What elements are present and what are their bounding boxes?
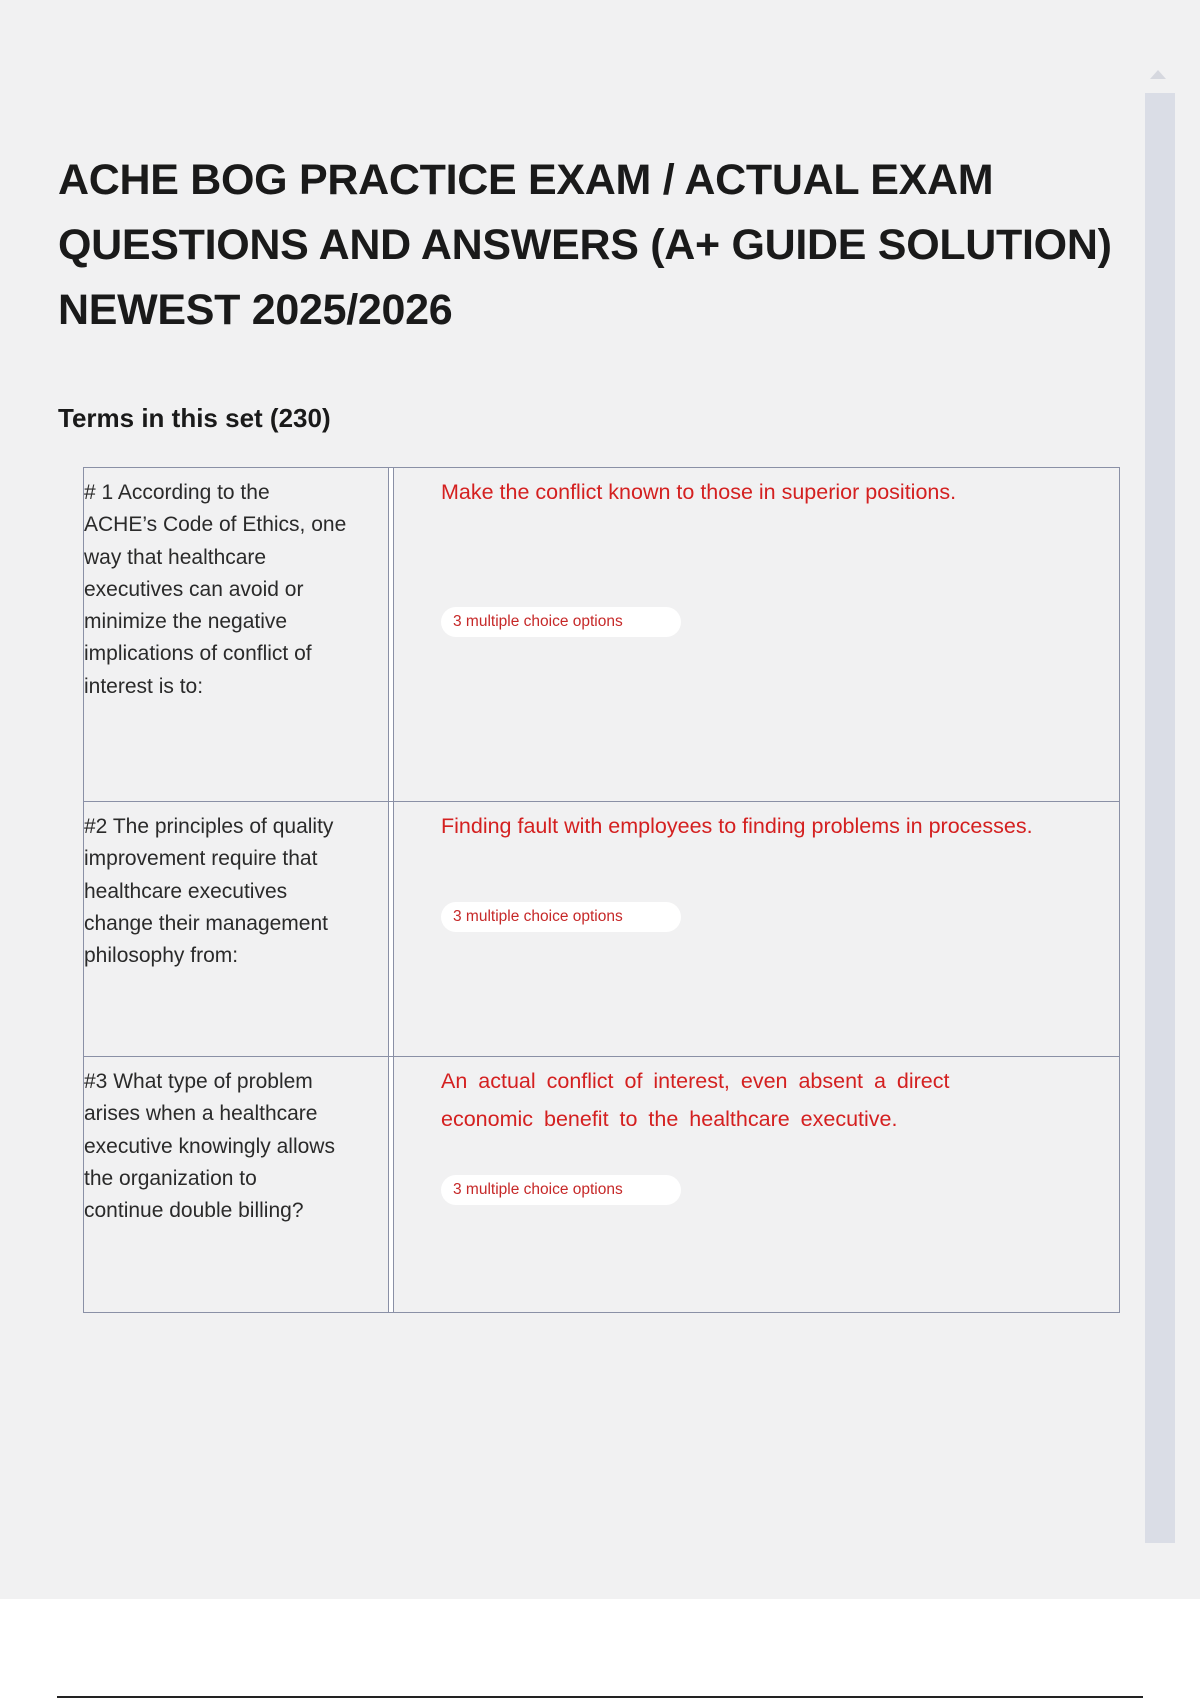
page-title (58, 148, 1118, 343)
term-answer: Finding fault with employees to finding problems in processes. (441, 814, 1033, 838)
term-answer-cell (393, 1057, 1119, 1312)
terms-count-heading: Terms in this set (230) (58, 403, 331, 433)
multiple-choice-options-button[interactable]: 3 multiple choice options (441, 902, 681, 932)
title-line: NEWEST 2025/2026 (58, 286, 453, 334)
term-answer: Make the conflict known to those in superior positions. (441, 480, 957, 504)
terms-table (83, 467, 1120, 1313)
term-card[interactable] (83, 467, 1120, 801)
term-question: # 1 According to the ACHE’s Code of Ethics, one way that healthcare executives can avoid or minimize the negative implications of conflict of interest is to: (84, 468, 389, 801)
vertical-scrollbar[interactable] (1145, 93, 1175, 1543)
footer-divider (57, 1696, 1143, 1698)
title-line: QUESTIONS AND ANSWERS (A+ GUIDE SOLUTION) (58, 221, 1112, 269)
term-question: #2 The principles of quality improvement require that healthcare executives change their management philosophy from: (84, 802, 389, 1056)
scroll-up-arrow-icon[interactable] (1150, 70, 1166, 79)
title-line: ACHE BOG PRACTICE EXAM / ACTUAL EXAM (58, 156, 994, 204)
term-answer-cell (393, 468, 1119, 801)
term-card[interactable] (83, 801, 1120, 1056)
term-answer: An actual conflict of interest, even absent a direct economic benefit to the healthcare executive. (441, 1069, 950, 1131)
term-question: #3 What type of problem arises when a healthcare executive knowingly allows the organization to continue double billing? (84, 1057, 389, 1312)
multiple-choice-options-button[interactable]: 3 multiple choice options (441, 607, 681, 637)
term-answer-cell (393, 802, 1119, 1056)
term-card[interactable] (83, 1056, 1120, 1313)
multiple-choice-options-button[interactable]: 3 multiple choice options (441, 1175, 681, 1205)
